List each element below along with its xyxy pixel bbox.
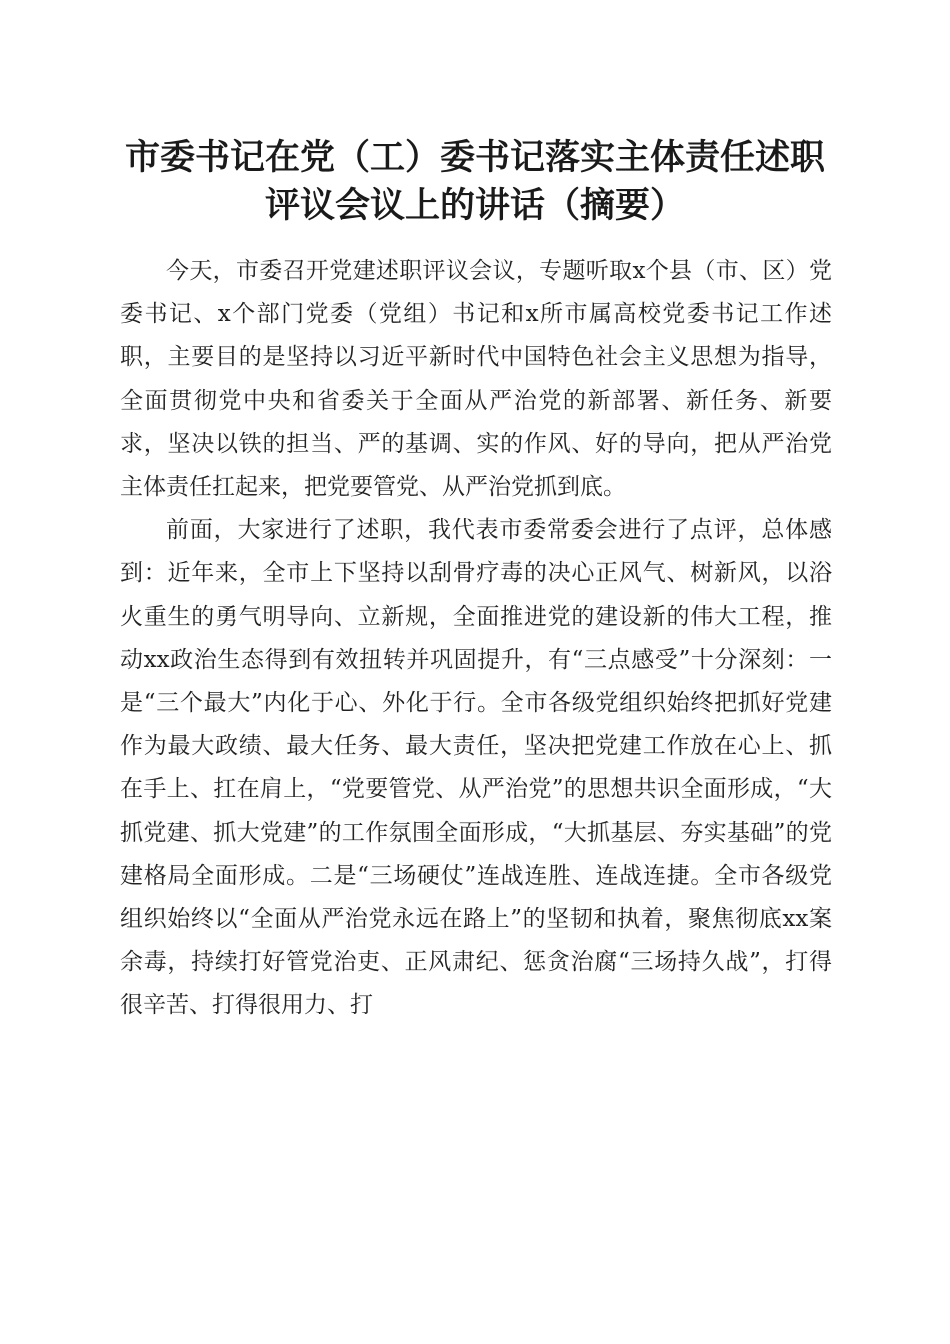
paragraph-2: 前面，大家进行了述职，我代表市委常委会进行了点评，总体感到：近年来，全市上下坚持以刮骨疗毒的决心正风气、树新风，以浴火重生的勇气明导向、立新规，全面推进党的建设新的伟大工程，推动xx政治生态得到有效扭转并巩固提升，有“三点感受”十分深刻：一是“三个最大”内化于心、外化于行。全市各级党组织始终把抓好党建作为最大政绩、最大任务、最大责任，坚决把党建工作放在心上、抓在手上、扛在肩上，“党要管党、从严治党”的思想共识全面形成，“大抓党建、抓大党建”的工作氛围全面形成，“大抓基层、夯实基础”的党建格局全面形成。二是“三场硬仗”连战连胜、连战连捷。全市各级党组织始终以“全面从严治党永远在路上”的坚韧和执着，聚焦彻底xx案余毒，持续打好管党治吏、正风肃纪、惩贪治腐“三场持久战”，打得很辛苦、打得很用力、打 [120, 517, 832, 1019]
title-line-2: 评议会议上的讲话（摘要） [264, 185, 685, 226]
paragraph-1: 今天，市委召开党建述职评议会议，专题听取x个县（市、区）党委书记、x个部门党委（党组）书记和x所市属高校党委书记工作述职，主要目的是坚持以习近平新时代中国特色社会主义思想为指导，全面贯彻党中央和省委关于全面从严治党的新部署、新任务、新要求，坚决以铁的担当、严的基调、实的作风、好的导向，把从严治党主体责任扛起来，把党要管党、从严治党抓到底。 [120, 258, 832, 501]
document-title [100, 134, 850, 230]
document-body [120, 250, 832, 1028]
title-line-1: 市委书记在党（工）委书记落实主体责任述职 [124, 137, 825, 178]
